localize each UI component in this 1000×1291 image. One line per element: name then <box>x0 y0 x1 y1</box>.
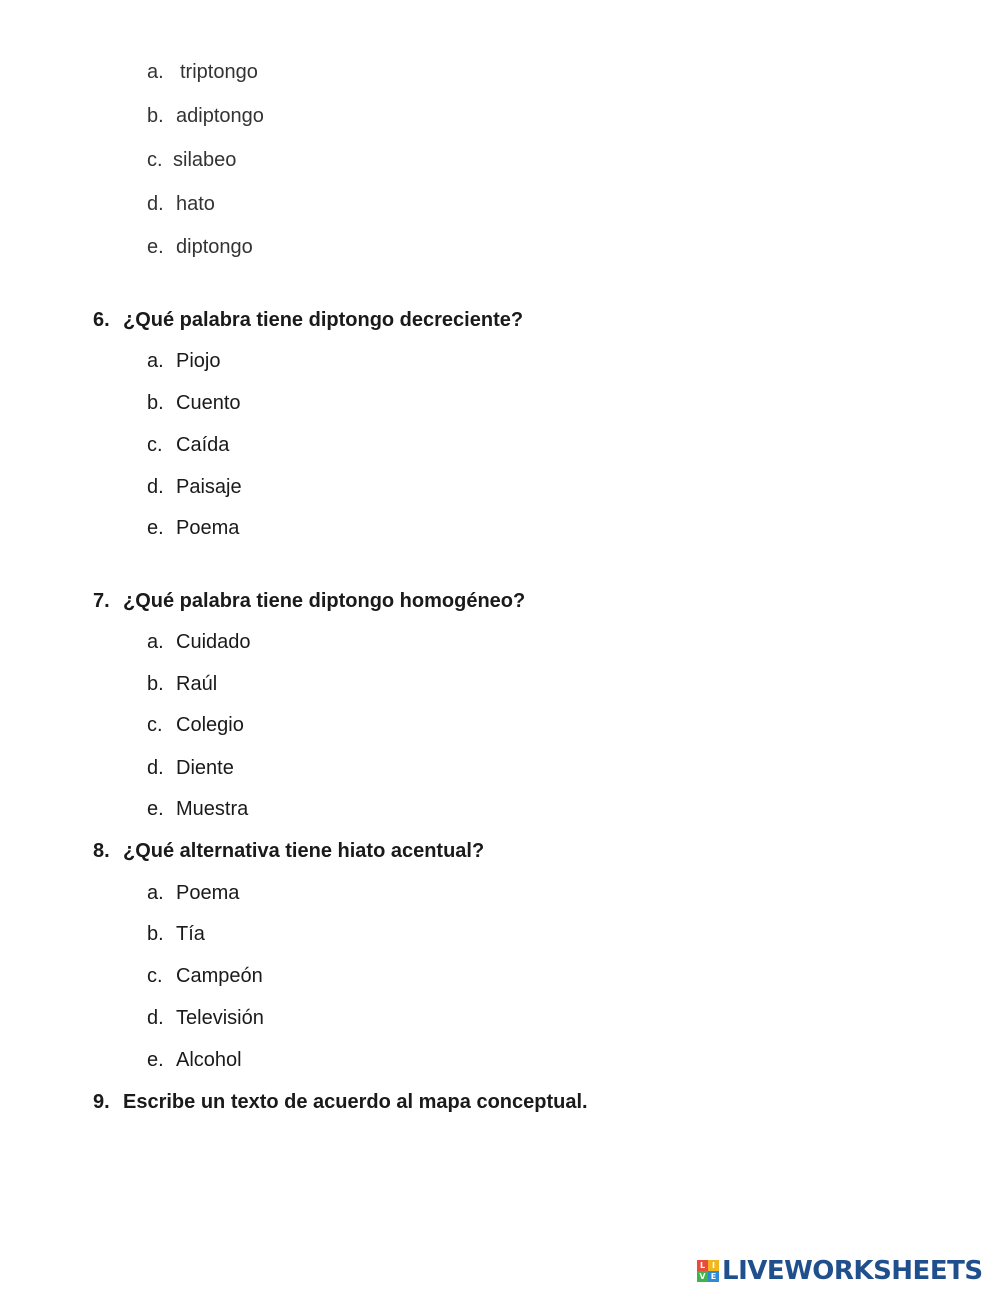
logo-text: LIVEWORKSHEETS <box>722 1256 983 1286</box>
option-letter: d. <box>147 193 164 215</box>
option-text: silabeo <box>173 149 237 171</box>
option-top-a[interactable] <box>147 60 258 84</box>
option-letter: a. <box>147 882 164 904</box>
option-text: Cuidado <box>176 631 251 653</box>
question-8-option-a[interactable] <box>147 881 239 905</box>
option-text: Tía <box>176 923 205 945</box>
option-text: Muestra <box>176 798 249 820</box>
option-top-e[interactable] <box>147 235 253 259</box>
liveworksheets-logo <box>697 1257 983 1285</box>
question-number: 6. <box>93 309 110 331</box>
option-text: triptongo <box>180 61 258 83</box>
option-text: Campeón <box>176 965 263 987</box>
option-letter: c. <box>147 434 163 456</box>
question-7 <box>93 589 525 613</box>
option-text: adiptongo <box>176 105 264 127</box>
question-6-option-d[interactable] <box>147 475 242 499</box>
option-text: diptongo <box>176 236 253 258</box>
option-letter: c. <box>147 149 163 171</box>
option-text: Raúl <box>176 673 218 695</box>
question-number: 7. <box>93 590 110 612</box>
option-letter: b. <box>147 105 164 127</box>
option-letter: e. <box>147 1049 164 1071</box>
question-6-option-e[interactable] <box>147 516 239 540</box>
option-top-b[interactable] <box>147 104 264 128</box>
question-number: 9. <box>93 1091 110 1113</box>
option-text: Cuento <box>176 392 241 414</box>
option-letter: c. <box>147 965 163 987</box>
question-7-option-e[interactable] <box>147 797 248 821</box>
question-6 <box>93 308 523 332</box>
question-text: ¿Qué palabra tiene diptongo homogéneo? <box>123 590 526 612</box>
question-8-option-c[interactable] <box>147 964 263 988</box>
live-tiles-icon <box>697 1260 719 1282</box>
question-7-option-d[interactable] <box>147 756 234 780</box>
question-9 <box>93 1090 588 1114</box>
option-top-c[interactable] <box>147 148 236 172</box>
logo-tile-l: L <box>697 1260 708 1271</box>
option-text: Diente <box>176 757 234 779</box>
option-text: Paisaje <box>176 476 242 498</box>
option-letter: b. <box>147 923 164 945</box>
option-letter: d. <box>147 1007 164 1029</box>
logo-tile-e: E <box>708 1271 719 1282</box>
question-8-option-e[interactable] <box>147 1048 242 1072</box>
question-8-option-b[interactable] <box>147 922 205 946</box>
option-text: Colegio <box>176 714 244 736</box>
option-letter: e. <box>147 236 164 258</box>
option-letter: b. <box>147 392 164 414</box>
question-6-option-b[interactable] <box>147 391 241 415</box>
question-8 <box>93 839 484 863</box>
question-6-option-c[interactable] <box>147 433 229 457</box>
option-letter: e. <box>147 517 164 539</box>
question-8-option-d[interactable] <box>147 1006 264 1030</box>
question-7-option-a[interactable] <box>147 630 251 654</box>
question-6-option-a[interactable] <box>147 349 220 373</box>
option-top-d[interactable] <box>147 192 215 216</box>
question-7-option-c[interactable] <box>147 713 244 737</box>
option-text: Televisión <box>176 1007 264 1029</box>
option-text: Poema <box>176 882 240 904</box>
option-letter: e. <box>147 798 164 820</box>
option-text: hato <box>176 193 215 215</box>
option-letter: c. <box>147 714 163 736</box>
option-letter: d. <box>147 757 164 779</box>
option-letter: a. <box>147 631 164 653</box>
question-text: Escribe un texto de acuerdo al mapa conceptual. <box>123 1091 588 1113</box>
option-text: Piojo <box>176 350 221 372</box>
option-text: Caída <box>176 434 230 456</box>
option-letter: d. <box>147 476 164 498</box>
option-text: Poema <box>176 517 240 539</box>
option-letter: a. <box>147 350 164 372</box>
question-number: 8. <box>93 840 110 862</box>
logo-tile-i: I <box>708 1260 719 1271</box>
logo-tile-v: V <box>697 1271 708 1282</box>
option-letter: a. <box>147 61 164 83</box>
question-text: ¿Qué alternativa tiene hiato acentual? <box>123 840 485 862</box>
question-7-option-b[interactable] <box>147 672 217 696</box>
option-letter: b. <box>147 673 164 695</box>
question-text: ¿Qué palabra tiene diptongo decreciente? <box>123 309 524 331</box>
option-text: Alcohol <box>176 1049 242 1071</box>
